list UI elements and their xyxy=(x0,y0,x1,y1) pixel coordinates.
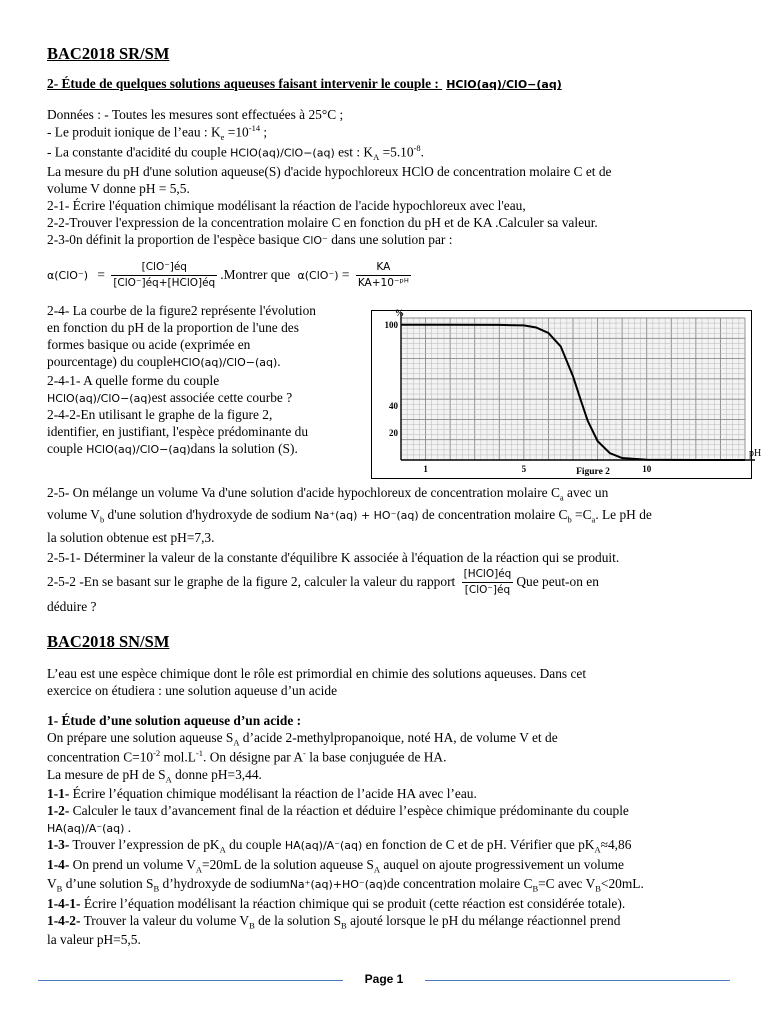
y-axis-label: % xyxy=(395,308,404,318)
couple-formula: HClO(aq)/ClO−(aq) xyxy=(446,78,562,91)
x-tick-label: 10 xyxy=(642,464,652,474)
ka-fraction: $\frac{KA}{\text{KA+10⁻ᵖᴴ}}$ xyxy=(357,261,409,290)
alpha-definition: α(ClO⁻) = $\frac{\text{[ClO⁻]éq}}{\text{[ClO⁻]éq+[HClO]éq}}$ .Montrer que α(ClO⁻) = $\frac{KA}{\text{KA+10⁻ᵖᴴ}}$ xyxy=(47,261,409,290)
x-tick-label: 1 xyxy=(423,464,428,474)
figure-2-chart xyxy=(371,308,765,480)
measure-line-2: volume V donne pH = 5,5. xyxy=(47,180,190,196)
data-line: Données : - Toutes les mesures sont effectuées à 25°C ; xyxy=(47,107,344,122)
figure-caption: Figure 2 xyxy=(576,467,610,477)
question-2-3: 2-3-0n définit la proportion de l'espèce basique ClO⁻ dans une solution par : xyxy=(47,231,453,247)
chart-svg xyxy=(371,308,765,480)
x-axis-label: pH xyxy=(749,448,762,459)
ke-line: - Le produit ionique de l’eau : $K_e =10^{-14}$ ; xyxy=(47,123,268,143)
ka-line: - La constante d'acidité du couple HClO(aq)/ClO−(aq) est : $K_A =5.10^{-8}$. xyxy=(47,142,425,163)
question-2-5-block: 2-5- On mélange un volume Va d'une solution d'acide hypochloreux de concentration molaire $C_a$ avec un volume $V_b$ d'une solution d'hydroxyde de sodium Na⁺(aq) + HO⁻(aq) de concentration molaire $C_b =C_a$. Le pH de la solution obtenue est pH=7,3. 2-5-1- Déterminer la valeur de la constante d'équilibre K associée à l'équation de la réaction qui se produit. 2-5-2 -En se basant sur le graphe de la figure 2, calculer la valeur du rapport $\frac{\text{[HClO]éq}}{\text{[ClO⁻]éq}}$ Que peut-on en déduire ? xyxy=(47,485,652,614)
footer-rule-right xyxy=(425,980,730,981)
ratio-fraction: $\frac{\text{[HClO]éq}}{\text{[ClO⁻]éq}}$ xyxy=(463,567,512,597)
alpha-fraction: $\frac{\text{[ClO⁻]éq}}{\text{[ClO⁻]éq+[HClO]éq}}$ xyxy=(113,261,216,290)
data-block xyxy=(47,106,719,248)
y-tick-label: 40 xyxy=(389,400,398,411)
question-2-1: 2-1- Écrire l'équation chimique modélisant la réaction de l'acide hypochloreux avec l'eau, xyxy=(47,197,526,213)
section2-body: 1- Étude d’une solution aqueuse d’un acide : On prépare une solution aqueuse $S_A$ d’acide 2-methylpropanoique, noté HA, de volume V et de concentration $C=10^{-2}$ $mol.L^{-1}$. On désigne par A- la base conjuguée de HA. La mesure de pH de $S_A$ donne pH=3,44. 1-1- Écrire l’équation chimique modélisant la réaction de l’acide HA avec l’eau. 1-2- Calculer le taux d’avancement final de la réaction et déduire l’espèce chimique prédominante du couple HA(aq)/A⁻(aq) . 1-3- Trouver l’expression de $pK_A$ du couple HA(aq)/A⁻(aq) en fonction de C et de pH. Vérifier que $pK_A\approx 4,86$ 1-4- On prend un volume $V_A=20mL$ de la solution aqueuse $S_A$ auquel on ajoute progressivement un volume $V_B$ d’une solution $S_B$ d’hydroxyde de sodiumNa⁺(aq)+HO⁻(aq)de concentration molaire $C_B=C$ avec $V_B<20mL$. 1-4-1- Écrire l’équation modélisant la réaction chimique qui se produit (cette réaction est considérée totale). 1-4-2- Trouver la valeur du volume $V_B$ de la solution $S_B$ ajouté lorsque le pH du mélange réactionnel prend la valeur pH=5,5. xyxy=(47,712,719,948)
y-tick-label: 100 xyxy=(384,319,398,330)
section2-heading: 1- Étude d’une solution aqueuse d’un acide : xyxy=(47,713,302,728)
question-2-2: 2-2-Trouver l'expression de la concentration molaire C en fonction du pH et de KA .Calculer sa valeur. xyxy=(47,214,598,230)
section2-intro: L’eau est une espèce chimique dont le rôle est primordial en chimie des solutions aqueuses. Dans cet exercice on étudiera : une solution aqueuse d’un acide xyxy=(47,666,587,699)
page-number: Page 1 xyxy=(364,972,404,986)
page-footer xyxy=(38,970,730,990)
question-2-4-block: 2-4- La courbe de la figure2 représente l'évolution en fonction du pH de la proportion de l'une des formes basique ou acide (exprimée en pourcentage) du coupleHClO(aq)/ClO−(aq). 2-4-1- A quelle forme du couple HClO(aq)/ClO−(aq)est associée cette courbe ? 2-4-2-En utilisant le graphe de la figure 2, identifier, en justifiant, l'espèce prédominante du couple HClO(aq)/ClO−(aq)dans la solution (S). xyxy=(47,303,316,457)
y-tick-label: 20 xyxy=(389,427,398,438)
x-tick-label: 5 xyxy=(521,464,527,474)
section2-title: BAC2018 SN/SM xyxy=(47,632,170,651)
section1-heading: 2- Étude de quelques solutions aqueuses faisant intervenir le couple : HClO(aq)/ClO−(aq) xyxy=(47,76,562,91)
measure-line-1: La mesure du pH d'une solution aqueuse(S) d'acide hypochloreux HClO de concentration molaire C et de xyxy=(47,163,612,179)
section1-title: BAC2018 SR/SM xyxy=(47,44,170,63)
